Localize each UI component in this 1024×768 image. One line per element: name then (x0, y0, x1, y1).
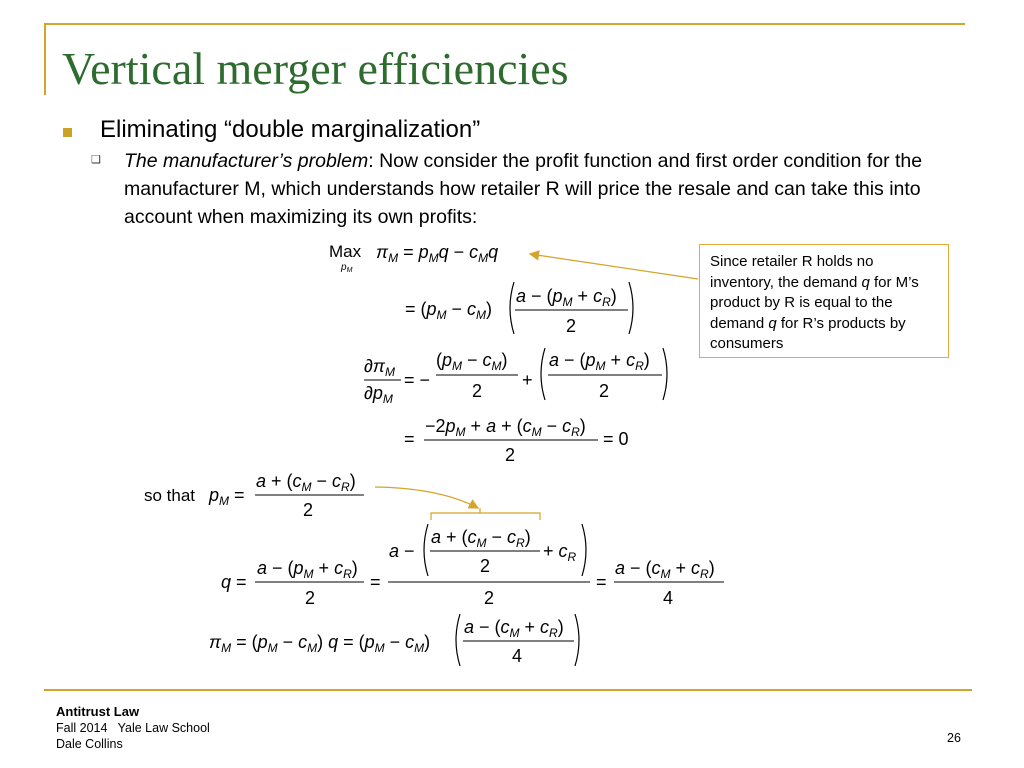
eq5-lhs: $p_M$ = (209, 485, 245, 508)
eq5-den: 2 (303, 500, 314, 520)
eq6-f1-num: $a - (p_M + c_R)$ (257, 558, 358, 581)
eq4-zero: = 0 (603, 429, 629, 449)
callout-box (699, 244, 949, 358)
eq6-eq3: = (596, 572, 607, 592)
eq6-f3-num: $a - (c_M + c_R)$ (615, 558, 715, 581)
eq6-plus-cr: + $c_R$ (543, 541, 577, 564)
eq6-inner-num: $a + (c_M - c_R)$ (431, 527, 531, 550)
eq3-plus: + (522, 370, 533, 390)
eq5-num: $a + (c_M - c_R)$ (256, 471, 356, 494)
eq4-eq: = (404, 429, 415, 449)
eq6-f3-den: 4 (663, 588, 674, 608)
eq7-lhs: $\pi_M = (p_M - c_M) q = (p_M - c_M)$ (209, 632, 431, 655)
eq6-inner-den: 2 (480, 556, 491, 576)
eq1: $\pi_M = p_Mq - c_Mq$ (376, 242, 499, 265)
sub-bullet-rest: : Now consider the profit function and first order condition for the manufacturer M, which understands how retailer R will price the resale and can take this into account when maximizing its own profits: (124, 150, 923, 228)
footer-course: Antitrust Law (56, 704, 140, 719)
callout-q-1: q (861, 273, 870, 291)
so-that-label: so that (144, 486, 196, 505)
page-number: 26 (947, 731, 961, 745)
eq6-q: q = (221, 572, 247, 592)
eq2-lhs: = $(p_M - c_M)$ (405, 299, 493, 322)
max-subscript: $p_M$ (341, 262, 353, 274)
eq6-big-den: 2 (484, 588, 495, 608)
sub-bullet-icon: ❑ (91, 154, 101, 166)
eq7-num: $a - (c_M + c_R)$ (464, 617, 564, 640)
eq4-den: 2 (505, 445, 516, 465)
sub-bullet-lead: The manufacturer’s problem (124, 150, 369, 172)
callout-text-1: Since retailer R holds no inventory, the demand (710, 253, 874, 291)
eq6-f1-den: 2 (305, 588, 316, 608)
max-label: Max (329, 242, 362, 261)
callout-q-2: q (768, 314, 777, 332)
eq6-eq2: = (370, 572, 381, 592)
eq3-frac2-num: $a - (p_M + c_R)$ (549, 350, 650, 373)
eq4-num: $-2p_M + a + (c_M - c_R)$ (425, 416, 586, 439)
eq3-frac1-den: 2 (472, 381, 483, 401)
callout-text-2: for M’s product by R is equal to the demand (710, 273, 919, 332)
slide-title: Vertical merger efficiencies (62, 43, 569, 94)
substitution-brace (431, 508, 540, 520)
eq3-frac1-num: $(p_M - c_M)$ (436, 350, 508, 373)
substitution-arrow (375, 487, 478, 508)
eq2-numerator: $a - (p_M + c_R)$ (516, 286, 617, 309)
eq7-den: 4 (512, 646, 523, 666)
eq6-a: a − (389, 541, 415, 561)
callout-arrow (530, 254, 698, 279)
callout-text-3: for R’s products by consumers (710, 314, 906, 352)
partial-pi: $\partial\pi_M$ (364, 356, 395, 379)
bullet-text: Eliminating “double marginalization” (100, 116, 481, 143)
partial-p: $\partial p_M$ (364, 383, 393, 406)
footer-term: Fall 2014 Yale Law School (56, 721, 210, 735)
eq3-frac2-den: 2 (599, 381, 610, 401)
eq3-eq: = − (404, 370, 431, 390)
eq2-denominator: 2 (566, 316, 577, 336)
footer-author: Dale Collins (56, 737, 123, 751)
